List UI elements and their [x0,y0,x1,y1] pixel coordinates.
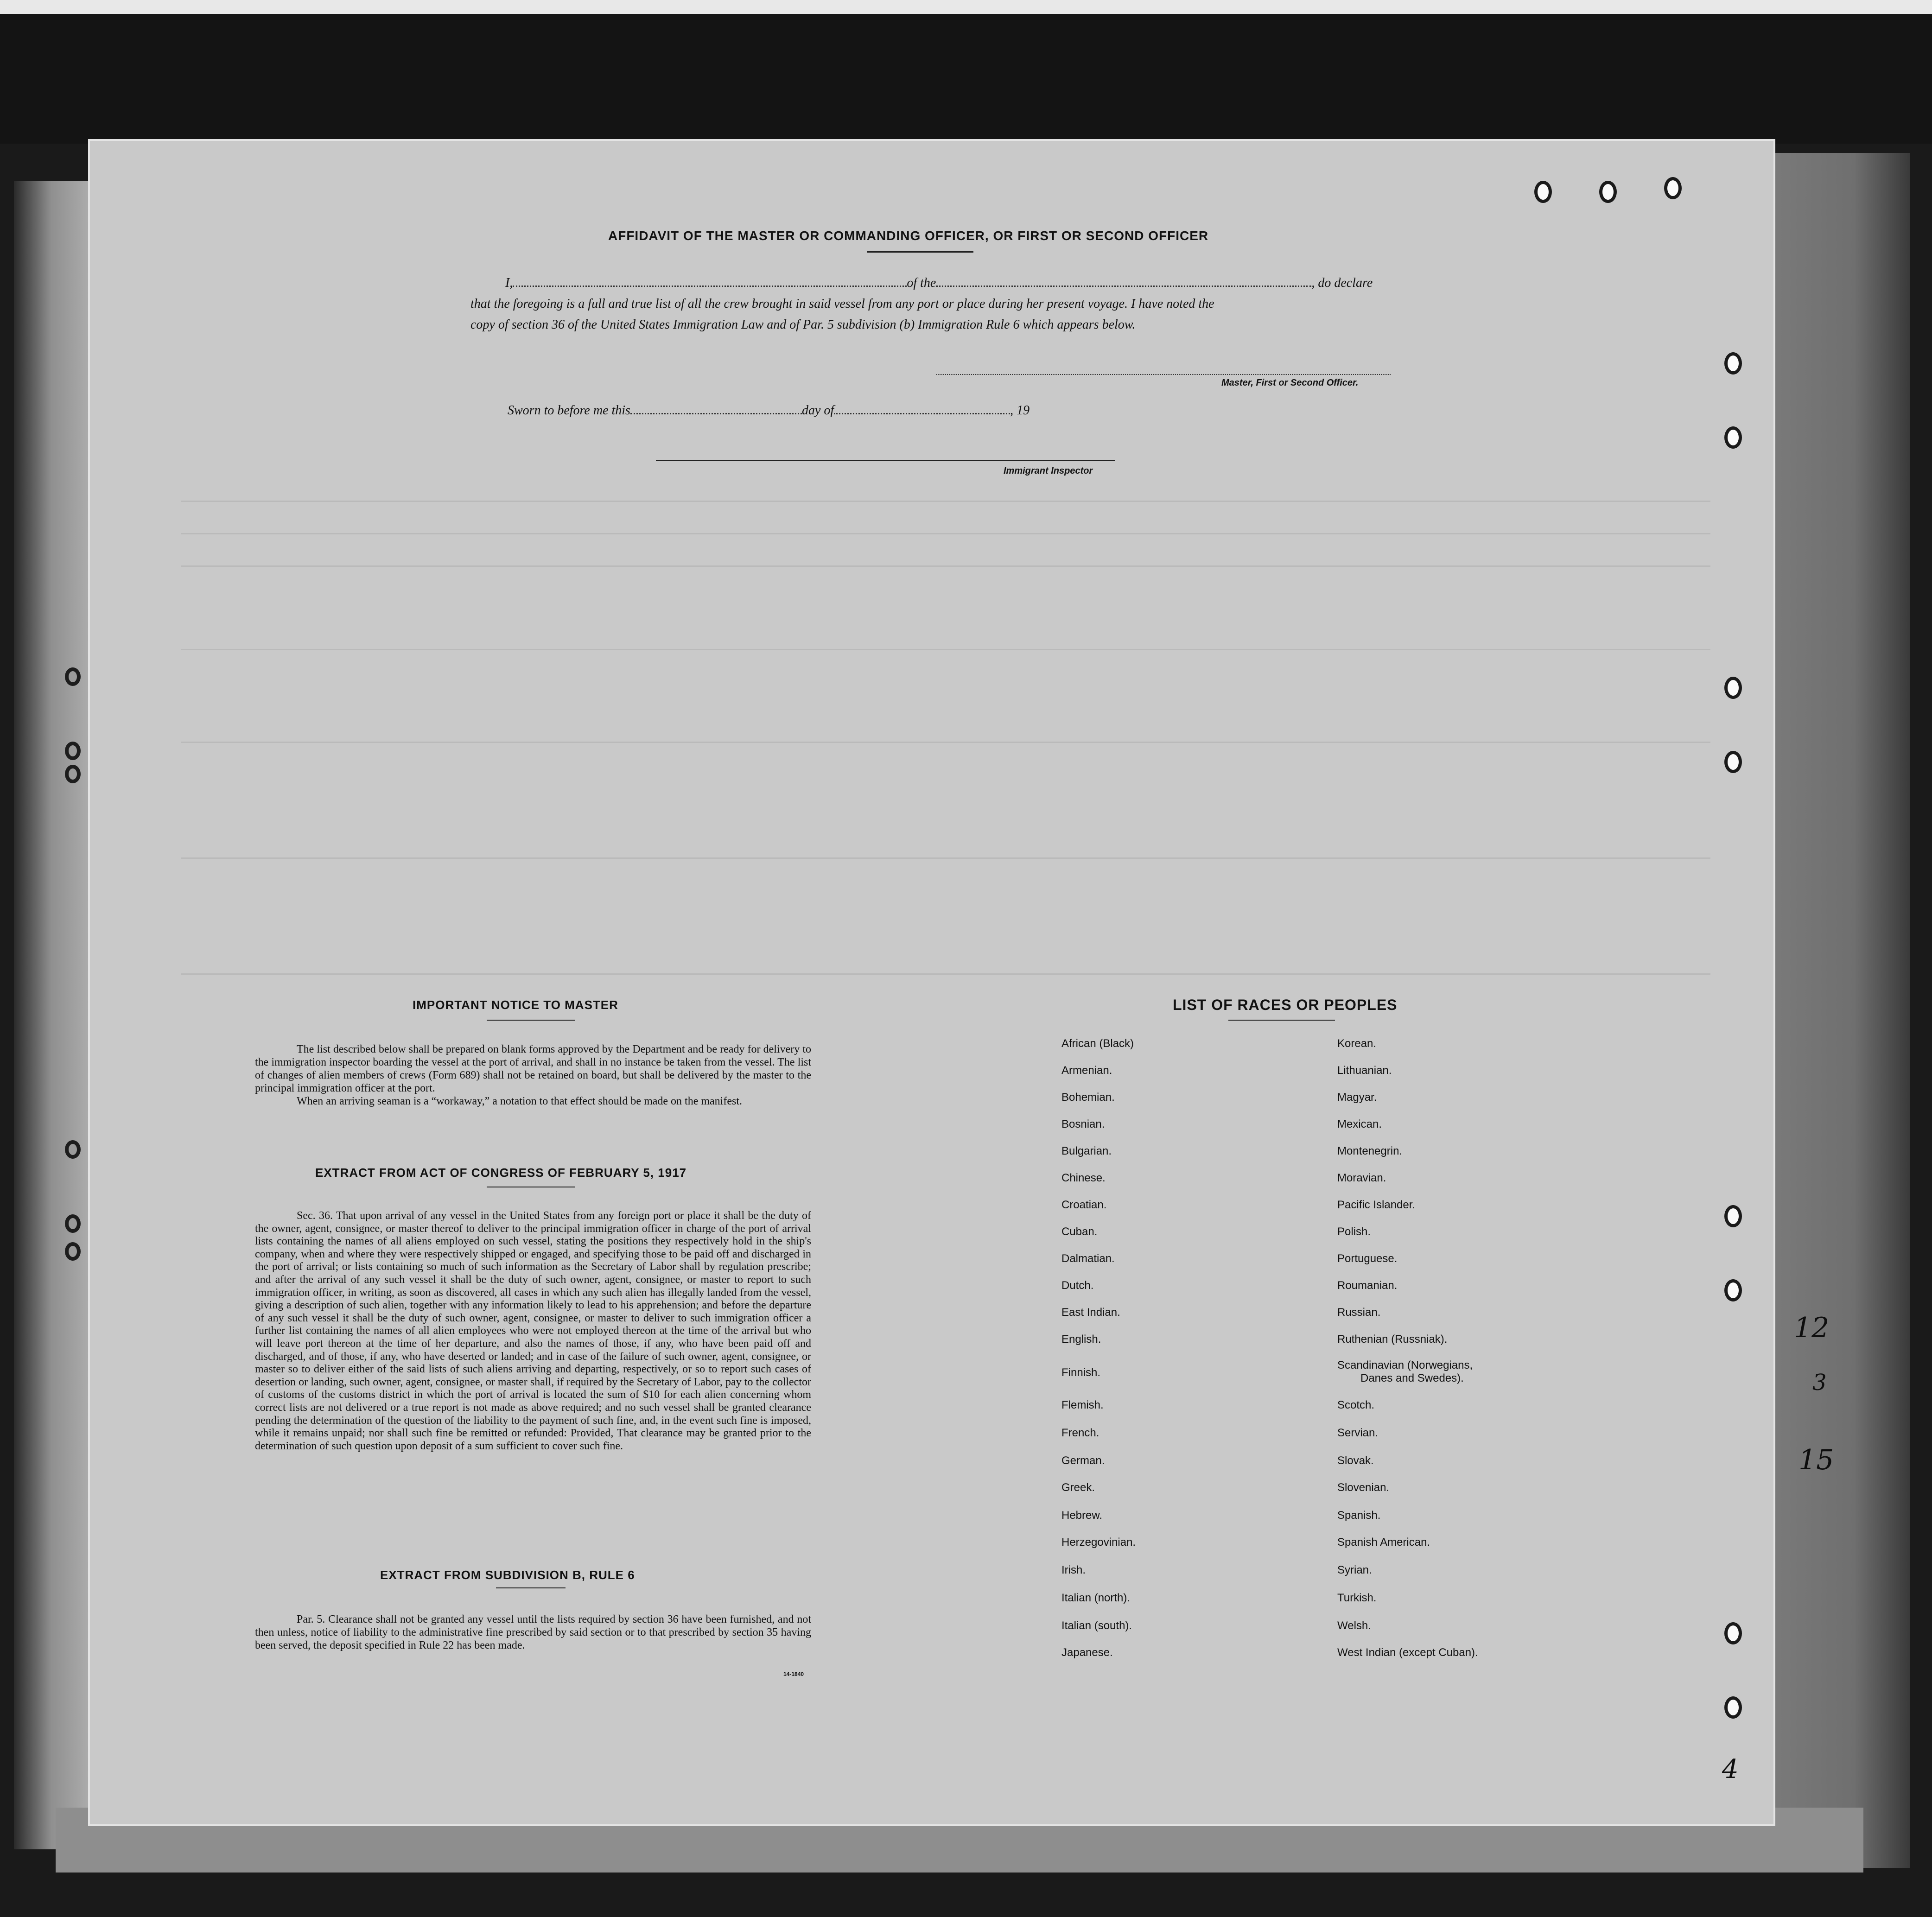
race-item: Armenian. [1061,1064,1112,1077]
vessel-name-field[interactable] [936,285,1311,287]
affidavit-line-2: that the foregoing is a full and true list of all the crew brought in said vessel from any port or place during her present voyage. I have noted the [470,297,1214,311]
race-item: Chinese. [1061,1172,1106,1184]
race-item: Mexican. [1337,1118,1382,1130]
race-item: Polish. [1337,1225,1371,1238]
race-item: Montenegrin. [1337,1145,1403,1157]
punch-hole-icon [1724,352,1742,375]
punch-hole-icon [1724,751,1742,773]
race-item: West Indian (except Cuban). [1337,1646,1478,1659]
inspector-caption: Immigrant Inspector [1004,466,1093,476]
binder-ring-icon [65,765,81,783]
race-item: Finnish. [1061,1366,1101,1379]
act-extract-title: EXTRACT FROM ACT OF CONGRESS OF FEBRUARY 5, 1917 [315,1166,687,1180]
race-item: Magyar. [1337,1091,1377,1104]
races-title: LIST OF RACES OR PEOPLES [1173,997,1398,1013]
race-item: Italian (north). [1061,1592,1131,1604]
race-item: Irish. [1061,1564,1086,1576]
notice-title: IMPORTANT NOTICE TO MASTER [413,998,618,1012]
race-item: German. [1061,1454,1105,1467]
race-item: Danes and Swedes). [1360,1372,1464,1384]
binder-ring-icon [65,742,81,760]
master-signature-caption: Master, First or Second Officer. [1221,378,1359,388]
par-5-text: Par. 5. Clearance shall not be granted any vessel until the lists required by section 36 have been furnished, and not then unless, notice of liability to the administrative fine prescribed by said section or to that prescribed by section 35 having been served, the deposit specified in Rule 22 has been made. [255,1613,811,1651]
handwritten-mark: 15 [1799,1444,1834,1476]
race-item: Greek. [1061,1481,1095,1494]
handwritten-mark: 4 [1722,1754,1739,1784]
binder-ring-icon [65,1140,81,1159]
punch-hole-icon [1724,426,1742,449]
act-extract-body [255,1210,811,1453]
sworn-month-field[interactable] [834,412,1010,414]
race-item: Servian. [1337,1427,1379,1439]
race-item: Slovenian. [1337,1481,1390,1494]
race-item: English. [1061,1333,1101,1346]
race-item: Spanish American. [1337,1536,1430,1549]
race-item: Ruthenian (Russniak). [1337,1333,1448,1346]
punch-hole-icon [1724,1622,1742,1644]
race-item: Bulgarian. [1061,1145,1112,1157]
race-item: Dalmatian. [1061,1252,1115,1265]
declarant-name-field[interactable] [513,285,907,287]
race-item: Turkish. [1337,1592,1377,1604]
notice-paragraph-1: The list described below shall be prepared on blank forms approved by the Department and be ready for delivery to the immigration inspector boarding the vessel at the port of arrival, and shall in no instance be taken from the vessel. The list of changes of alien members of crews (Form 689) shall not be retained on board, but shall be delivered by the master to the principal immigration officer at the port. [255,1043,811,1094]
race-item: Scotch. [1337,1399,1375,1411]
sworn-day-field[interactable] [630,412,802,414]
inspector-signature-line[interactable] [656,460,1115,461]
form-number: 14-1840 [783,1671,804,1677]
rule-extract-title: EXTRACT FROM SUBDIVISION B, RULE 6 [380,1568,635,1582]
sworn-label: Sworn to before me this [508,403,630,418]
underlying-page-right [1771,153,1910,1868]
handwritten-mark: 3 [1812,1370,1827,1396]
declarant-label: I, [505,276,513,290]
race-item: Spanish. [1337,1509,1381,1522]
vessel-label: of the [907,276,936,290]
master-signature-line[interactable] [936,373,1391,375]
race-item: East Indian. [1061,1306,1120,1319]
race-item: Roumanian. [1337,1279,1398,1292]
declare-label: , do declare [1311,276,1373,290]
affidavit-title: AFFIDAVIT OF THE MASTER OR COMMANDING OFFICER, OR FIRST OR SECOND OFFICER [608,229,1209,243]
section-36-text: Sec. 36. That upon arrival of any vessel in the United States from any foreign port or place it shall be the duty of the owner, agent, consignee, or master thereof to deliver to the principal immigration officer in charge of the port of arrival lists containing the names of all aliens employed on such vessel, stating the positions they respectively hold in the ship's company, when and where they were respectively shipped or engaged, and specifying those to be paid off and discharged in the port of arrival; or lists containing so much of such information as the Secretary of Labor shall by regulation prescribe; and after the arrival of any such vessel it shall be the duty of such owner, agent, consignee, or master to report to such immigration officer, in writing, as soon as discovered, all cases in which any such alien has illegally landed from the vessel, giving a description of such alien, together with any information likely to lead to his apprehension; and before the departure of any such vessel it shall be the duty of such owner, agent, consignee, or master to deliver to such immigration officer a further list containing the names of all alien employees who were not employed thereon at the time of the arrival but who will leave port thereon at the time of her departure, and also the names of those, if any, who have been paid off and discharged, and of those, if any, who have deserted or landed; and in case of the failure of such owner, agent, consignee, or master so to deliver either of the said lists of such aliens arriving and departing, respectively, or so to report such cases of desertion or landing, such owner, agent, consignee, or master shall, if required by the Secretary of Labor, pay to the collector of customs of the customs district in which the port of arrival is located the sum of $10 for each alien concerning whom correct lists are not delivered or a true report is not made as above required; and no such vessel shall be granted clearance pending the determination of the question of the liability to the payment of such fine, and, in the event such fine is imposed, while it remains unpaid; nor shall such fine be remitted or refunded: Provided, That clearance may be granted prior to the determination of such question upon deposit of a sum sufficient to cover such fine. [255,1210,811,1452]
race-item: Russian. [1337,1306,1381,1319]
race-item: Scandinavian (Norwegians, [1337,1359,1473,1371]
punch-hole-icon [1724,677,1742,699]
punch-hole-icon [1724,1279,1742,1301]
handwritten-mark: 12 [1794,1312,1830,1344]
race-item: Herzegovinian. [1061,1536,1136,1549]
scan-top-shadow [0,14,1932,144]
affidavit-line-3: copy of section 36 of the United States Immigration Law and of Par. 5 subdivision (b) Immigration Rule 6 which appears below. [470,317,1136,332]
day-of-label: day of [801,403,834,418]
race-item: Hebrew. [1061,1509,1103,1522]
rule-extract-body [255,1613,811,1652]
punch-hole-icon [1724,1205,1742,1227]
race-item: Bosnian. [1061,1118,1105,1130]
race-item: Cuban. [1061,1225,1098,1238]
race-item: French. [1061,1427,1099,1439]
race-item: Dutch. [1061,1279,1094,1292]
binder-ring-icon [65,1242,81,1261]
race-item: Slovak. [1337,1454,1374,1467]
race-item: Flemish. [1061,1399,1104,1411]
document-page [88,139,1775,1826]
binder-ring-icon [65,1214,81,1233]
race-item: Croatian. [1061,1199,1107,1211]
race-item: Pacific Islander. [1337,1199,1416,1211]
race-item: Korean. [1337,1037,1377,1050]
race-item: Japanese. [1061,1646,1113,1659]
affidavit-line-1 [505,276,1373,291]
race-item: African (Black) [1061,1037,1134,1050]
notice-paragraph-2: When an arriving seaman is a “workaway,” a notation to that effect should be made on the manifest. [297,1095,742,1107]
race-item: Italian (south). [1061,1619,1132,1632]
scan-top-border [0,0,1932,14]
punch-hole-icon [1599,181,1617,203]
year-label: , 19 [1010,403,1030,418]
race-item: Moravian. [1337,1172,1386,1184]
punch-hole-icon [1664,177,1682,199]
punch-hole-icon [1534,181,1552,203]
race-item: Portuguese. [1337,1252,1398,1265]
race-item: Bohemian. [1061,1091,1115,1104]
punch-hole-icon [1724,1696,1742,1719]
race-item: Lithuanian. [1337,1064,1392,1077]
race-item: Welsh. [1337,1619,1371,1632]
notice-body [255,1043,811,1108]
sworn-line [508,403,1030,418]
race-item: Syrian. [1337,1564,1372,1576]
binder-ring-icon [65,667,81,686]
